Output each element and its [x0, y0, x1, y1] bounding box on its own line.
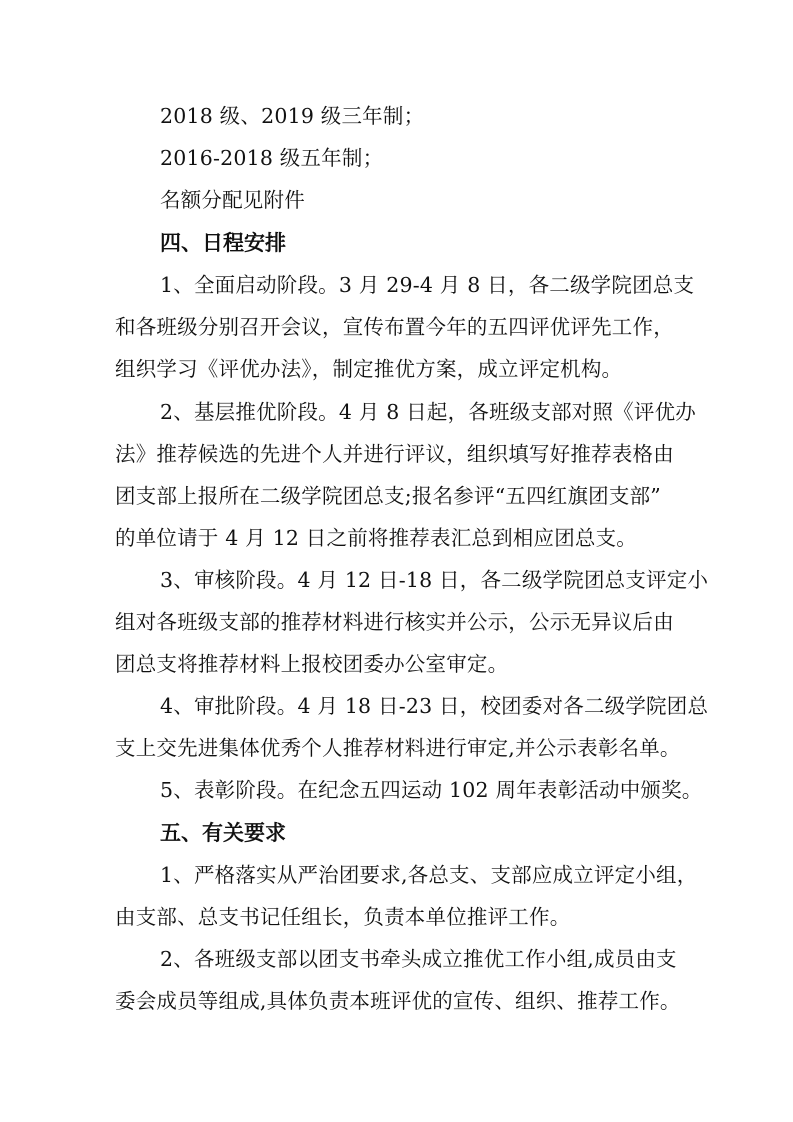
text-line: 3、审核阶段。4 月 12 日-18 日，各二级学院团总支评定小	[160, 568, 709, 592]
text-line: 委会成员等组成,具体负责本班评优的宣传、组织、推荐工作。	[115, 989, 681, 1013]
text-line: 团总支将推荐材料上报校团委办公室审定。	[115, 652, 509, 676]
text-line: 和各班级分别召开会议，宣传布置今年的五四评优评先工作，	[115, 315, 674, 339]
text-line: 的单位请于 4 月 12 日之前将推荐表汇总到相应团总支。	[115, 526, 637, 550]
text-line: 由支部、总支书记任组长，负责本单位推评工作。	[115, 905, 571, 929]
text-line: 1、全面启动阶段。3 月 29-4 月 8 日，各二级学院团总支	[160, 273, 695, 297]
text-line: 4、审批阶段。4 月 18 日-23 日，校团委对各二级学院团总	[160, 694, 709, 718]
text-line: 名额分配见附件	[160, 188, 305, 212]
text-line: 组对各班级支部的推荐材料进行核实并公示，公示无异议后由	[115, 610, 674, 634]
text-line: 法》推荐候选的先进个人并进行评议，组织填写好推荐表格由	[115, 442, 674, 466]
section-heading: 四、日程安排	[160, 231, 286, 255]
text-line: 组织学习《评优办法》，制定推优方案，成立评定机构。	[115, 357, 623, 381]
text-line: 2018 级、2019 级三年制；	[160, 104, 425, 128]
text-line: 5、表彰阶段。在纪念五四运动 102 周年表彰活动中颁奖。	[160, 778, 703, 802]
text-line: 团支部上报所在二级学院团总支;报名参评“五四红旗团支部”	[115, 484, 661, 508]
text-line: 2、各班级支部以团支书牵头成立推优工作小组,成员由支	[160, 947, 677, 971]
text-line: 2016-2018 级五年制；	[160, 146, 384, 170]
text-line: 1、严格落实从严治团要求,各总支、支部应成立评定小组，	[160, 863, 698, 887]
text-line: 支上交先进集体优秀个人推荐材料进行审定,并公示表彰名单。	[115, 736, 681, 760]
section-heading: 五、有关要求	[160, 821, 286, 845]
text-line: 2、基层推优阶段。4 月 8 日起，各班级支部对照《评优办	[160, 400, 696, 424]
